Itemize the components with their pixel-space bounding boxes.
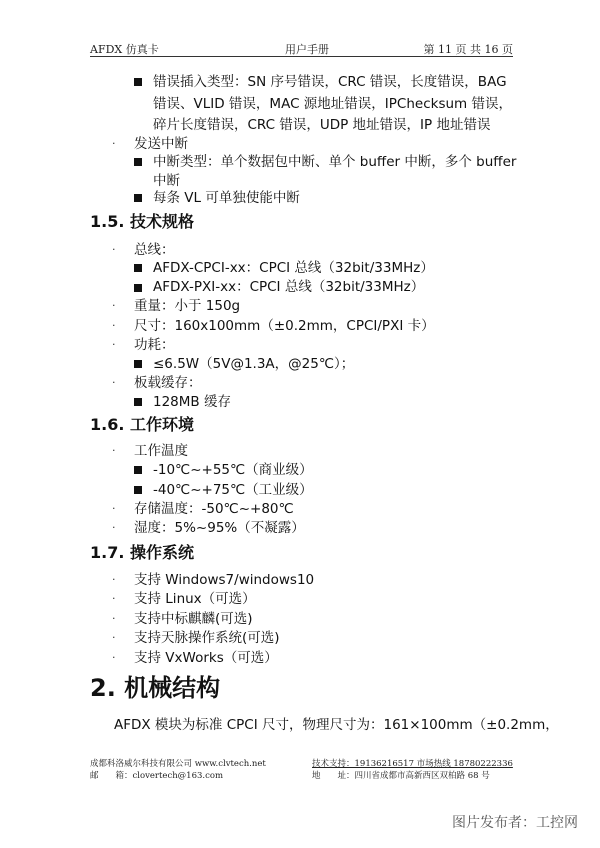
bullet-dot: · [112, 319, 116, 332]
bullet-dot: · [112, 444, 116, 457]
bus-label: 总线： [134, 242, 175, 258]
section-heading-1-6: 1.6. 工作环境 [90, 415, 194, 434]
humidity: 湿度：5%~95%（不凝露） [134, 520, 305, 536]
watermark-publisher: 图片发布者：工控网 [452, 815, 578, 831]
bullet-dot: · [112, 299, 116, 312]
header-manual: 用户手册 [285, 43, 329, 56]
os-item: 支持天脉操作系统(可选) [134, 630, 280, 646]
work-temp-label: 工作温度 [134, 443, 188, 459]
per-vl-interrupt: 每条 VL 可单独使能中断 [153, 190, 300, 206]
chapter-body-text: AFDX 模块为标准 CPCI 尺寸，物理尺寸为：161×100mm（±0.2mm， [114, 717, 559, 733]
bullet-square [134, 158, 142, 166]
temp-item: -40℃~+75℃（工业级） [153, 482, 313, 498]
buffer-spec: 128MB 缓存 [153, 394, 231, 410]
temp-item: -10℃~+55℃（商业级） [153, 462, 313, 478]
bullet-square [134, 360, 142, 368]
send-interrupt: 发送中断 [134, 136, 188, 152]
error-types-line: 错误、VLID 错误，MAC 源地址错误，IPChecksum 错误， [153, 96, 512, 112]
bullet-square [134, 264, 142, 272]
bullet-square [134, 78, 142, 86]
power-spec: ≤6.5W（5V@1.3A，@25℃）； [153, 356, 355, 372]
footer-support: 技术支持：19136216517 市场热线 18780222336 [312, 759, 513, 769]
bullet-dot: · [112, 573, 116, 586]
chapter-heading-2: 2. 机械结构 [90, 674, 221, 702]
header-title: AFDX 仿真卡 [90, 43, 159, 56]
bullet-square [134, 466, 142, 474]
os-item: 支持中标麒麟(可选) [134, 611, 253, 627]
bus-item: AFDX-CPCI-xx：CPCI 总线（32bit/33MHz） [153, 260, 434, 276]
error-types-line: 碎片长度错误，CRC 错误，UDP 地址错误，IP 地址错误 [153, 117, 491, 133]
os-item: 支持 Windows7/windows10 [134, 572, 315, 588]
buffer-label: 板载缓存： [134, 375, 202, 391]
footer-address: 地 址：四川省成都市高新西区双柏路 68 号 [312, 771, 490, 781]
interrupt-type-line: 中断类型：单个数据包中断、单个 buffer 中断，多个 buffer [153, 154, 517, 170]
bullet-dot: · [112, 338, 116, 351]
page-header [90, 40, 513, 57]
section-heading-1-7: 1.7. 操作系统 [90, 543, 194, 562]
bus-item: AFDX-PXI-xx：CPCI 总线（32bit/33MHz） [153, 279, 425, 295]
section-heading-1-5: 1.5. 技术规格 [90, 212, 194, 231]
bullet-dot: · [112, 631, 116, 644]
os-item: 支持 Linux（可选） [134, 591, 256, 607]
bullet-square [134, 398, 142, 406]
bullet-dot: · [112, 243, 116, 256]
bullet-dot: · [112, 651, 116, 664]
bullet-square [134, 486, 142, 494]
bullet-dot: · [112, 592, 116, 605]
footer-email: 邮 箱：clovertech@163.com [90, 771, 224, 781]
footer-company: 成都科洛威尔科技有限公司 www.clvtech.net [90, 759, 266, 769]
error-types-line: 错误插入类型：SN 序号错误，CRC 错误，长度错误，BAG [153, 74, 507, 90]
bullet-square [134, 284, 142, 292]
interrupt-type-line: 中断 [153, 173, 180, 189]
os-item: 支持 VxWorks（可选） [134, 650, 278, 666]
header-page-number: 第 11 页 共 16 页 [423, 43, 513, 56]
bullet-dot: · [112, 502, 116, 515]
weight-spec: 重量：小于 150g [134, 298, 241, 314]
bullet-square [134, 194, 142, 202]
size-spec: 尺寸：160x100mm（±0.2mm，CPCI/PXI 卡） [134, 318, 435, 334]
bullet-dot: · [112, 376, 116, 389]
bullet-dot: · [112, 521, 116, 534]
bullet-dot: · [112, 612, 116, 625]
storage-temp: 存储温度：-50℃~+80℃ [134, 501, 294, 517]
power-label: 功耗： [134, 337, 175, 353]
bullet-dot: · [112, 137, 116, 150]
